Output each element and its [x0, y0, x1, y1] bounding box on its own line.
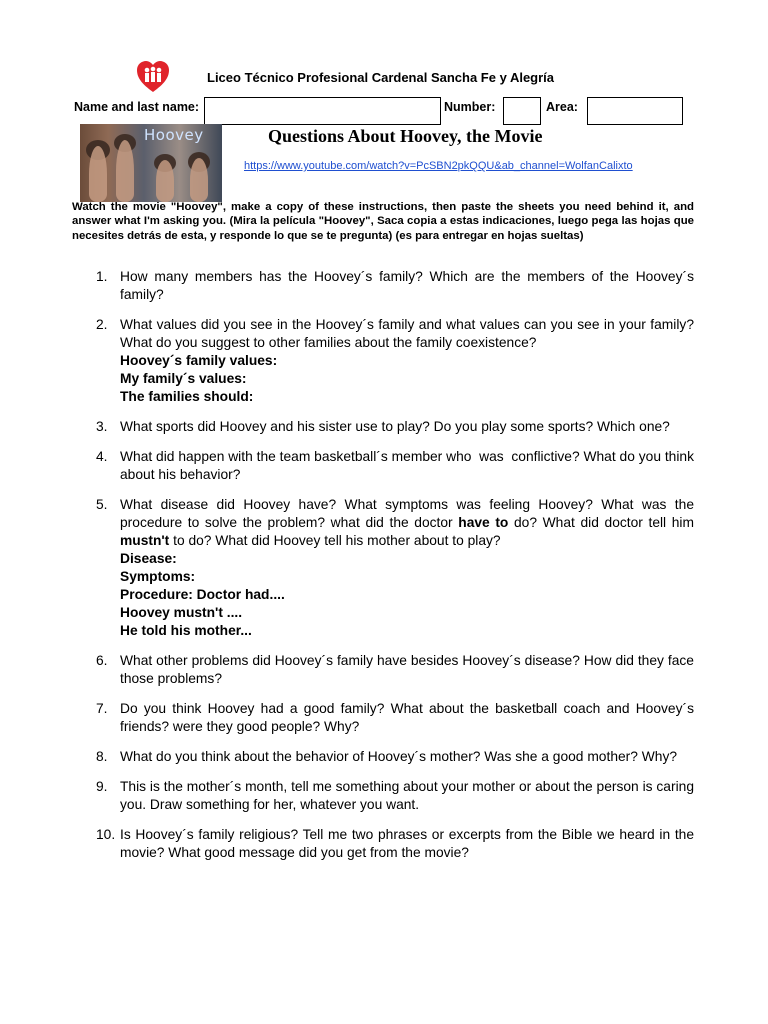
question-text: What did happen with the team basketball´s member who was conflictive? What do you think about his behavior? — [120, 449, 698, 482]
emphasis-text: mustn't — [120, 533, 170, 548]
question-8 — [96, 748, 694, 766]
answer-prompt: My family´s values: — [120, 371, 247, 386]
question-text: to do? What did Hoovey tell his mother about to play? — [169, 533, 501, 548]
question-number: 8. — [96, 749, 108, 764]
answer-prompt: Disease: — [120, 551, 177, 566]
school-name: Liceo Técnico Profesional Cardenal Sancha Fe y Alegría — [207, 70, 555, 85]
movie-poster — [80, 124, 222, 202]
page-title: Questions About Hoovey, the Movie — [268, 126, 543, 146]
question-text: This is the mother´s month, tell me something about your mother or about the person is caring you. Draw something for her, whatever you want. — [120, 779, 694, 812]
question-1 — [96, 268, 694, 304]
question-10 — [96, 826, 694, 862]
question-3 — [96, 418, 694, 436]
question-number: 3. — [96, 419, 108, 434]
question-text: Do you think Hoovey had a good family? What about the basketball coach and Hoovey´s friends? were they good people? Why? — [120, 701, 694, 734]
question-7 — [96, 700, 694, 736]
question-4 — [96, 448, 698, 484]
question-5 — [96, 496, 694, 640]
name-field[interactable] — [204, 97, 441, 125]
school-logo — [136, 60, 170, 94]
instructions: Watch the movie "Hoovey", make a copy of these instructions, then paste the sheets you need behind it, and answer what I'm asking you. (Mira la película "Hoovey", Saca copia a estas indicaciones, luego pega las hojas que necesites detrás de esta, y responde lo que se te pregunta) (es para entregar en hojas sueltas) — [72, 201, 694, 242]
answer-prompt: He told his mother... — [120, 623, 252, 638]
question-text: What do you think about the behavior of Hoovey´s mother? Was she a good mother? Why? — [120, 749, 678, 764]
answer-prompt: Hoovey mustn't .... — [120, 605, 243, 620]
question-9 — [96, 778, 694, 814]
question-number: 5. — [96, 497, 108, 512]
question-text: How many members has the Hoovey´s family? Which are the members of the Hoovey´s family? — [120, 269, 694, 302]
question-number: 1. — [96, 269, 108, 284]
number-label: Number: — [444, 100, 496, 114]
poster-title: Hoovey — [144, 126, 204, 144]
question-text: What sports did Hoovey and his sister use to play? Do you play some sports? Which one? — [120, 419, 670, 434]
area-field[interactable] — [587, 97, 683, 125]
question-number: 7. — [96, 701, 108, 716]
youtube-link[interactable]: https://www.youtube.com/watch?v=PcSBN2pkQQU&ab_channel=WolfanCalixto — [244, 160, 633, 172]
answer-prompt: Procedure: Doctor had.... — [120, 587, 285, 602]
answer-prompt: Symptoms: — [120, 569, 196, 584]
question-number: 9. — [96, 779, 108, 794]
question-text: What other problems did Hoovey´s family have besides Hoovey´s disease? How did they face those problems? — [120, 653, 694, 686]
area-label: Area: — [546, 100, 578, 114]
question-number: 6. — [96, 653, 108, 668]
answer-prompt: The families should: — [120, 389, 254, 404]
emphasis-text: have to — [458, 515, 509, 530]
question-list — [96, 268, 698, 874]
question-text: do? What did doctor tell him — [508, 515, 694, 530]
question-6 — [96, 652, 694, 688]
heart-logo-icon — [136, 60, 170, 94]
question-text: What disease did Hoovey have? What symptoms was feeling Hoovey? What was the procedure to solve the problem? what did the doctor — [120, 497, 694, 530]
name-label: Name and last name: — [74, 100, 200, 114]
number-field[interactable] — [503, 97, 541, 125]
question-2 — [96, 316, 694, 406]
question-number: 10. — [96, 827, 116, 842]
question-number: 2. — [96, 317, 108, 332]
question-text: Is Hoovey´s family religious? Tell me two phrases or excerpts from the Bible we heard in the movie? What good message did you get from the movie? — [120, 827, 694, 860]
question-text: What values did you see in the Hoovey´s family and what values can you see in your family? What do you suggest to other families about the family coexistence? — [120, 317, 694, 350]
question-number: 4. — [96, 449, 108, 464]
answer-prompt: Hoovey´s family values: — [120, 353, 278, 368]
